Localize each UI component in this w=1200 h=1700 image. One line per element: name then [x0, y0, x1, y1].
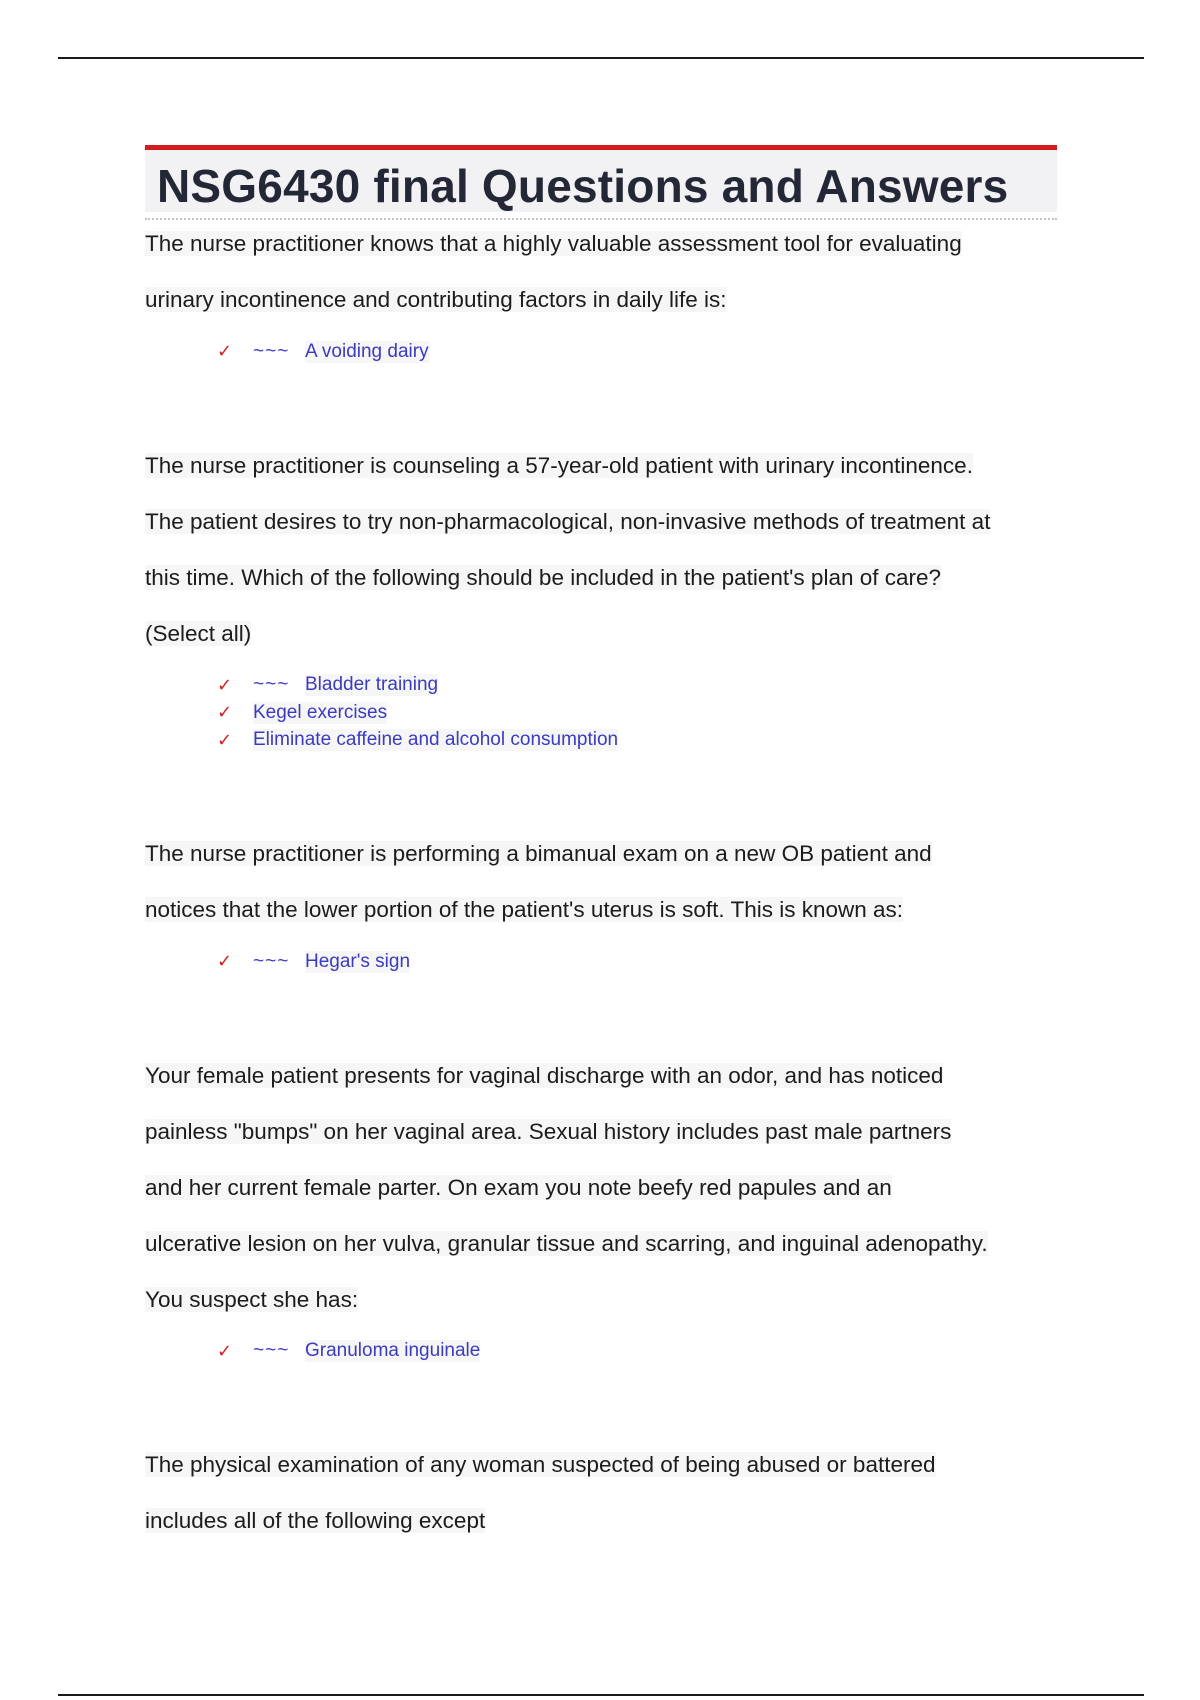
answer-item	[217, 948, 1065, 976]
question-text	[145, 1048, 1065, 1328]
answer-item	[217, 699, 1065, 727]
question-line: painless "bumps" on her vaginal area. Sexual history includes past male partners	[145, 1118, 952, 1144]
question-line: notices that the lower portion of the patient's uterus is soft. This is known as:	[145, 897, 904, 922]
answer-prefix: ~~~	[253, 950, 290, 972]
answer-text: Granuloma inguinale	[305, 1340, 481, 1362]
answer-text: Hegar's sign	[305, 950, 411, 972]
checkmark-icon: ✓	[217, 674, 233, 695]
question-line: The physical examination of any woman suspected of being abused or battered	[145, 1452, 936, 1477]
answer-prefix: ~~~	[253, 1340, 290, 1362]
checkmark-icon: ✓	[217, 1340, 233, 1361]
question-block	[145, 1437, 1065, 1549]
answer-item	[217, 672, 1065, 700]
question-text	[145, 1437, 1065, 1549]
question-block	[145, 216, 1065, 438]
checkmark-icon: ✓	[217, 341, 233, 362]
question-line: includes all of the following except	[145, 1508, 486, 1533]
bottom-rule	[58, 1694, 1144, 1696]
answer-text: Bladder training	[305, 674, 439, 696]
answer-list	[145, 672, 1065, 755]
answer-item	[217, 727, 1065, 755]
checkmark-icon: ✓	[217, 951, 233, 972]
question-line: and her current female parter. On exam you note beefy red papules and an	[145, 1174, 892, 1200]
question-line: Your female patient presents for vaginal discharge with an odor, and has noticed	[145, 1062, 944, 1088]
question-line: The nurse practitioner is performing a bimanual exam on a new OB patient and	[145, 841, 932, 866]
checkmark-icon: ✓	[217, 702, 233, 723]
question-block	[145, 826, 1065, 1048]
questions-container	[145, 216, 1065, 1549]
question-line: (Select all)	[145, 620, 252, 646]
question-block	[145, 438, 1065, 827]
checkmark-icon: ✓	[217, 729, 233, 750]
question-line: The nurse practitioner knows that a highly valuable assessment tool for evaluating	[145, 231, 962, 256]
answer-text: A voiding dairy	[305, 340, 429, 362]
answer-item	[217, 1338, 1065, 1366]
answer-prefix: ~~~	[253, 340, 290, 362]
answer-prefix: ~~~	[253, 674, 290, 696]
answer-item	[217, 338, 1065, 366]
answer-list	[145, 1338, 1065, 1366]
title-block	[145, 145, 1057, 224]
question-line: The nurse practitioner is counseling a 57-year-old patient with urinary incontinence.	[145, 452, 973, 478]
top-rule	[58, 57, 1144, 59]
question-text	[145, 826, 1065, 938]
question-block	[145, 1048, 1065, 1438]
question-text	[145, 438, 1065, 662]
answer-list	[145, 338, 1065, 366]
answer-text: Eliminate caffeine and alcohol consumption	[253, 729, 619, 751]
answer-text: Kegel exercises	[253, 701, 388, 723]
question-line: ulcerative lesion on her vulva, granular tissue and scarring, and inguinal adenopathy.	[145, 1230, 988, 1256]
question-line: The patient desires to try non-pharmacological, non-invasive methods of treatment at	[145, 508, 991, 534]
page-title: NSG6430 final Questions and Answers	[145, 150, 1057, 212]
question-line: this time. Which of the following should be included in the patient's plan of care?	[145, 564, 942, 590]
answer-list	[145, 948, 1065, 976]
question-line: urinary incontinence and contributing factors in daily life is:	[145, 287, 727, 312]
question-text	[145, 216, 1065, 328]
question-line: You suspect she has:	[145, 1286, 359, 1312]
